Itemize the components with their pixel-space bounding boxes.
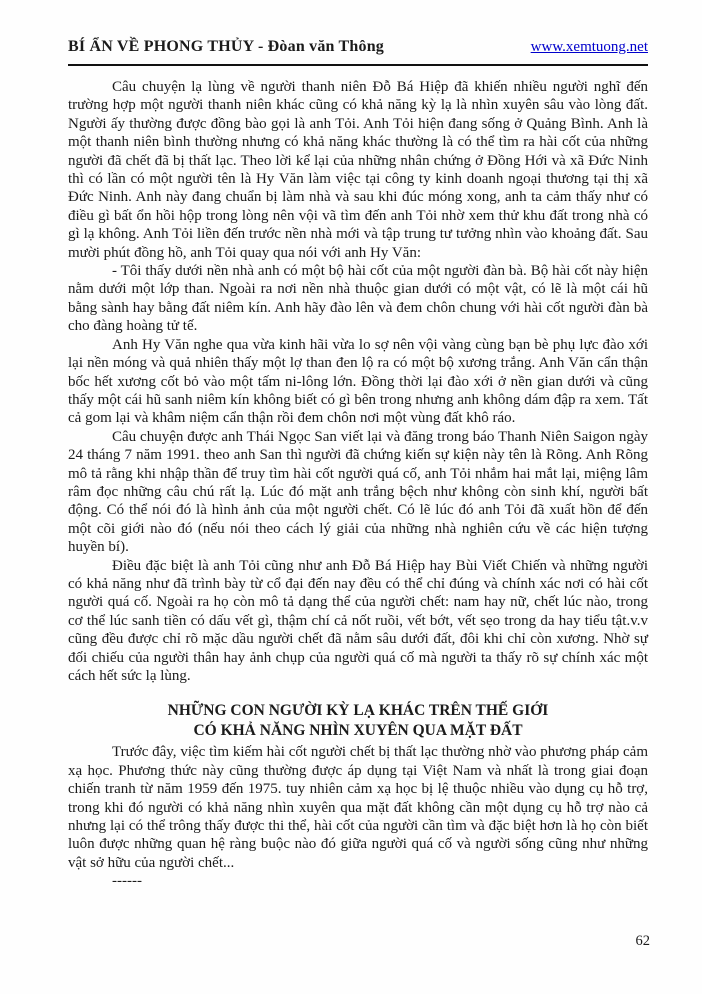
section-heading — [68, 701, 648, 740]
section-heading-line1: NHỮNG CON NGƯỜI KỲ LẠ KHÁC TRÊN THẾ GIỚI — [167, 702, 549, 720]
separator-dashes: ------ — [112, 873, 142, 890]
page-header — [68, 0, 648, 66]
paragraph: Câu chuyện lạ lùng về người thanh niên Đỗ Bá Hiệp đã khiến nhiều người nghĩ đến trường hợp một người thanh niên khác cũng có khả năng kỳ lạ là nhìn xuyên sâu vào lòng đất. Người ấy thường được đồng bào gọi là anh Tỏi. Anh Tỏi hiện đang sống ở Quảng Bình. Anh là một thanh niên bình thường nhưng có khả năng khác thường là có thể tìm ra hài cốt của những người đã chết đã bị thất lạc. Theo lời kể lại của những nhân chứng ở Đồng Hới và xã Đức Ninh thì có lần có một người tên là Hy Văn làm việc tại công ty kinh doanh ngoại thương tại thị xã Đức Ninh. Anh này đang chuẩn bị làm nhà và sau khi đúc móng xong, anh ta cảm thấy như có điều gì bất ổn hồi hộp trong lòng nên vội vã tìm đến anh Tỏi nhờ xem thử khu đất trong nhà có gì lạ không. Anh Tỏi liền đến trước nền nhà mới và tập trung tư tưởng nhìn vào khoảng đất. Sau mười phút đồng hồ, anh Tỏi quay qua nói với anh Hy Văn: — [68, 79, 648, 261]
article-body — [68, 78, 648, 891]
page-number: 62 — [635, 933, 650, 949]
paragraph: Câu chuyện được anh Thái Ngọc San viết lại và đăng trong báo Thanh Niên Saigon ngày 24 tháng 7 năm 1991. theo anh San thì người đã chứng kiến sự kiện này tên là Rõng. Anh Rõng mô tả rằng khi nhập thần để truy tìm hài cốt người quá cố, anh Tỏi nhắm hai mắt lại, miệng lâm râm đọc những câu chú rất lạ. Lúc đó mặt anh trắng bệch như không còn sinh khí, người bất động. Có thể nói đó là hình ảnh của một người chết. Có lẽ lúc đó anh Tỏi đã xuất hồn để đến một cõi giới nào đó (nếu nói theo cách lý giải của những nhà nghiên cứu về các hiện tượng huyền bí). — [68, 428, 648, 556]
paragraph: Trước đây, việc tìm kiếm hài cốt người chết bị thất lạc thường nhờ vào phương pháp cảm xạ học. Phương thức này cũng thường được áp dụng tại Việt Nam và nhất là trong giai đoạn chiến tranh từ năm 1959 đến 1975. tuy nhiên cảm xạ học bị lệ thuộc nhiều vào dụng cụ hỗ trợ, trong khi đó người có khả năng nhìn xuyên qua mặt đất không cần một dụng cụ hỗ trợ nào cả nhưng lại có thể trông thấy được thi thể, hài cốt của người cần tìm và đặc biệt hơn là họ còn biết luôn được những quan hệ ràng buộc nào đó giữa người quá cố và người sống cũng như những vật sở hữu của người chết... — [68, 744, 648, 871]
paragraph: Anh Hy Văn nghe qua vừa kinh hãi vừa lo sợ nên vội vàng cùng bạn bè phụ lực đào xới lại nền móng và quả nhiên thấy một lợ than đen lộ ra có một bộ xương trắng. Anh Văn cẩn thận bốc hết xương cốt bỏ vào một tấm ni-lông lớn. Đồng thời lại đào xới ở nền gian dưới và cũng thấy một cái hũ sanh niêm kín không biết có gì bên trong nhưng anh không dám đập ra xem. Tất cả gom lại và khâm niệm cẩn thận rồi đem chôn nơi một vùng đất khô ráo. — [68, 336, 648, 427]
website-link[interactable]: www.xemtuong.net — [530, 39, 648, 55]
paragraph: - Tôi thấy dưới nền nhà anh có một bộ hài cốt của một người đàn bà. Bộ hài cốt này hiện nằm dưới một lớp than. Ngoài ra nơi nền nhà thuộc gian dưới có một vật, có lẽ là một cái hũ bằng sành hay bằng đất niêm kín. Anh hãy đào lên và đem chôn chung với hài cốt người đàn bà cho đàng hoàng tử tế. — [68, 263, 648, 335]
section-heading-line2: CÓ KHẢ NĂNG NHÌN XUYÊN QUA MẶT ĐẤT — [193, 721, 523, 739]
book-title: BÍ ẨN VỀ PHONG THỦY - Đòan văn Thông — [68, 38, 385, 55]
paragraph: Điều đặc biệt là anh Tỏi cũng như anh Đỗ Bá Hiệp hay Bùi Viết Chiến và những người có khả năng như đã trình bày từ cổ đại đến nay đều có thể chỉ đúng và chính xác nơi có hài cốt người quá cố. Ngoài ra họ còn mô tả dạng thể của người chết: nam hay nữ, chết lúc nào, trong cơ thể lúc sanh tiền có dấu vết gì, thậm chí cả nốt ruồi, vết bớt, vết sẹo trong da hay tiểu tật.v.v cũng đều được chỉ rõ mặc dầu người chết đã nằm sâu dưới đất, đôi khi chỉ còn xương. Nhờ sự đối chiếu của người thân hay ảnh chụp của người quá cố mà người ta thấy rõ sự chính xác một cách hết sức lạ lùng. — [68, 557, 648, 684]
